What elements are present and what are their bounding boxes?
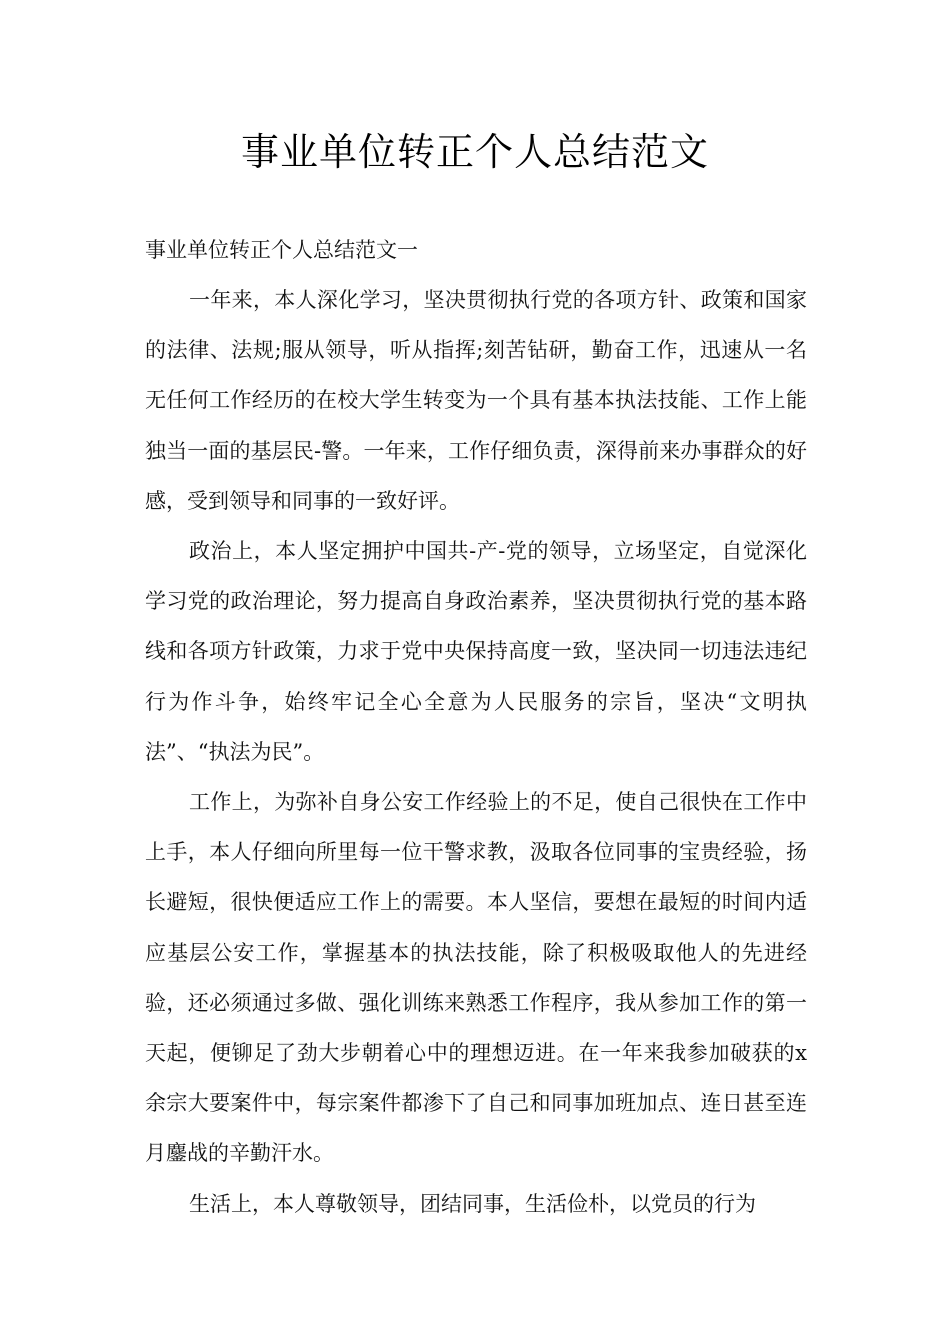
section-subtitle: 事业单位转正个人总结范文一 (145, 238, 418, 262)
paragraph-intro: 一年来，本人深化学习，坚决贯彻执行党的各项方针、政策和国家的法律、法规;服从领导，听从指挥;刻苦钻研，勤奋工作，迅速从一名无任何工作经历的在校大学生转变为一个具有基本执法技能、工作上能独当一面的基层民-警。一年来，工作仔细负责，深得前来办事群众的好感，受到领导和同事的一致好评。 (145, 288, 807, 513)
paragraph-work: 工作上，为弥补自身公安工作经验上的不足，使自己很快在工作中上手，本人仔细向所里每一位干警求教，汲取各位同事的宝贵经验，扬长避短，很快便适应工作上的需要。本人坚信，要想在最短的时间内适应基层公安工作，掌握基本的执法技能，除了积极吸取他人的先进经验，还必须通过多做、强化训练来熟悉工作程序，我从参加工作的第一天起，便铆足了劲大步朝着心中的理想迈进。在一年来我参加破获的x余宗大要案件中，每宗案件都渗下了自己和同事加班加点、连日甚至连月鏖战的辛勤汗水。 (145, 790, 807, 1166)
paragraph-politics: 政治上，本人坚定拥护中国共-产-党的领导，立场坚定，自觉深化学习党的政治理论，努力提高自身政治素养，坚决贯彻执行党的基本路线和各项方针政策，力求于党中央保持高度一致，坚决同一切违法违纪行为作斗争，始终牢记全心全意为人民服务的宗旨，坚决“文明执法”、“执法为民”。 (145, 539, 807, 764)
document-body (145, 225, 807, 1229)
paragraph-life: 生活上，本人尊敬领导，团结同事，生活俭朴，以党员的行为 (189, 1191, 756, 1216)
document-title: 事业单位转正个人总结范文 (240, 130, 709, 174)
